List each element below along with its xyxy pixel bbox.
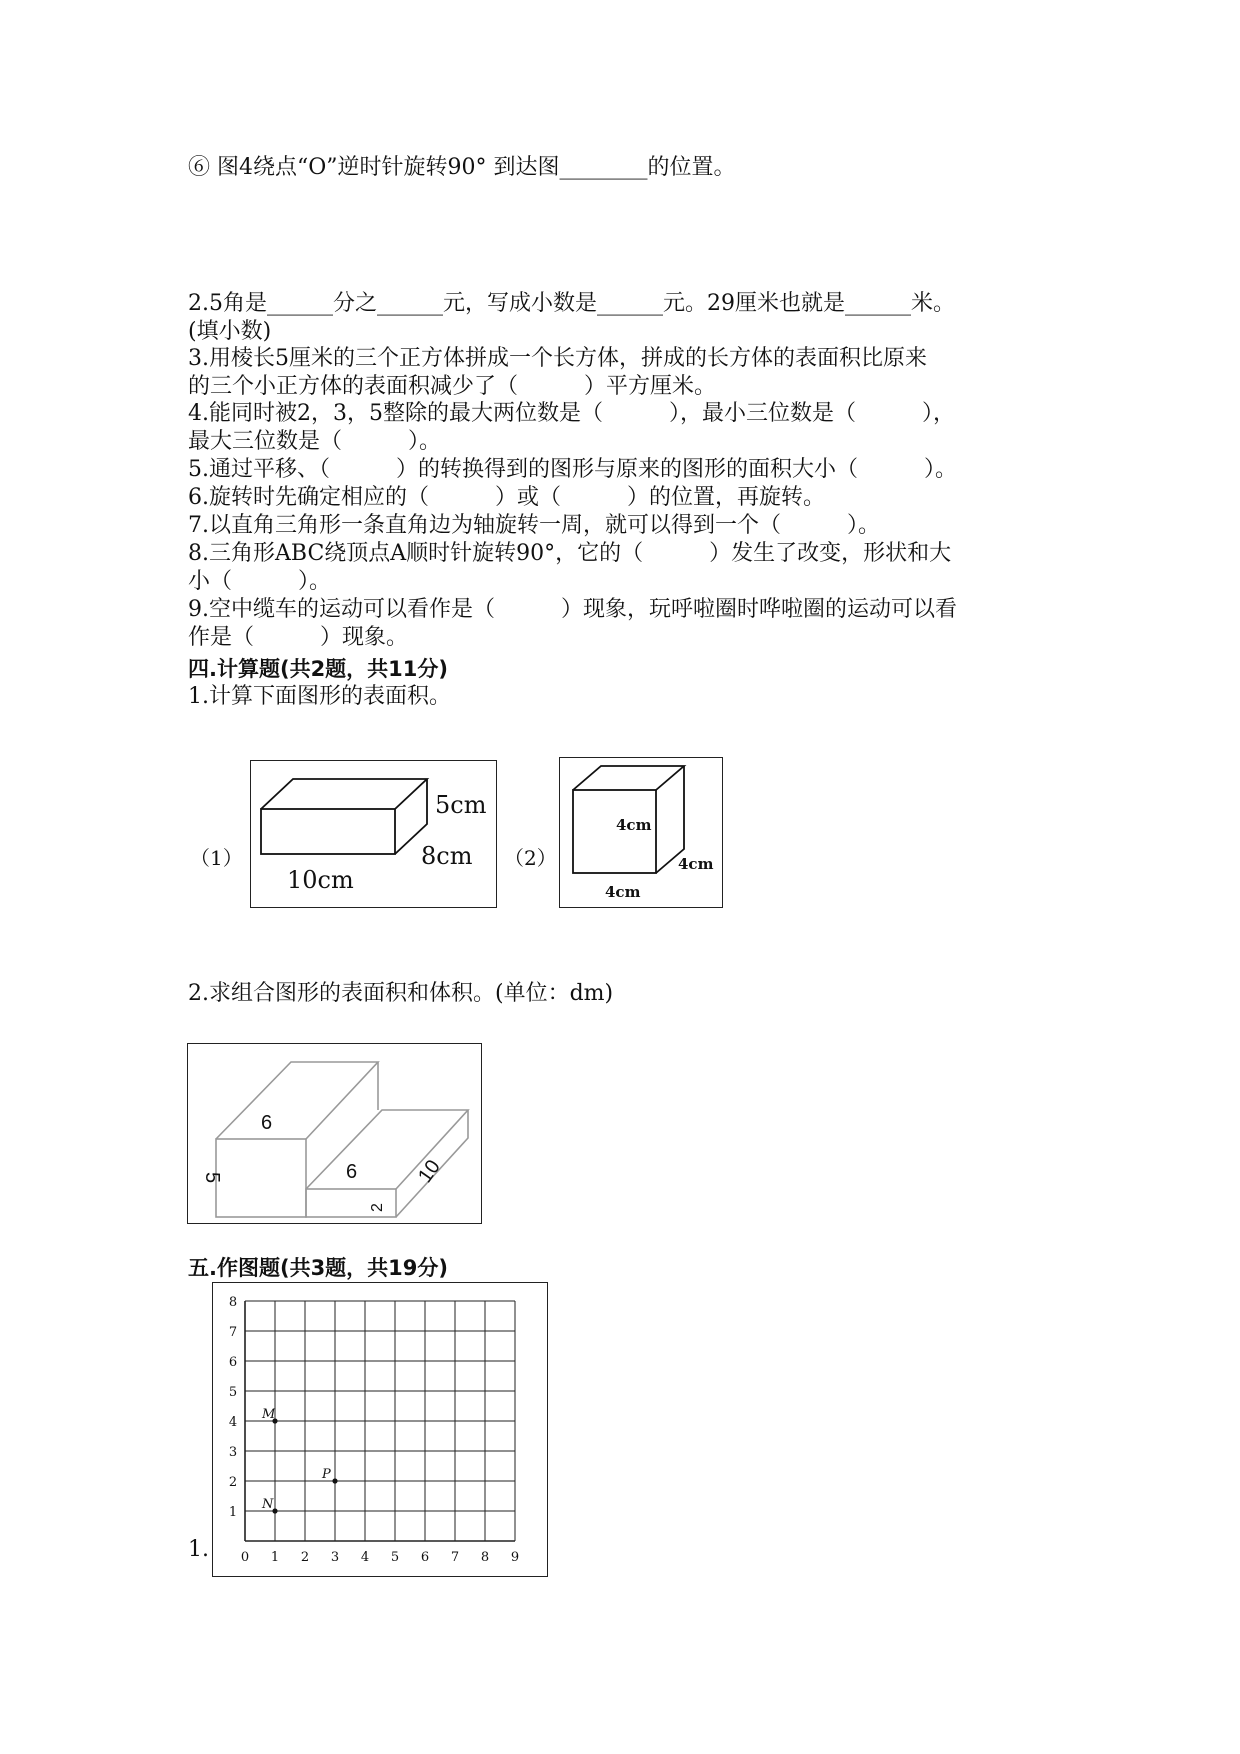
figure-2-cube — [559, 757, 723, 908]
cuboid-drawing — [251, 761, 498, 909]
question-3-cont: 的三个小正方体的表面积减少了（ ）平方厘米。 — [188, 374, 717, 399]
composite-mid-label: 6 — [346, 1161, 358, 1183]
grid-point-label: M — [262, 1407, 276, 1422]
question-9-cont: 作是（ ）现象。 — [188, 625, 409, 650]
question-4-cont: 最大三位数是（ ）。 — [188, 429, 442, 454]
question-8-cont: 小（ ）。 — [188, 569, 332, 594]
x-tick-label: 4 — [360, 1550, 370, 1565]
section-5-heading: 五.作图题(共3题，共19分) — [188, 1256, 449, 1280]
y-tick-label: 3 — [228, 1445, 238, 1460]
cuboid-length-label: 10cm — [287, 866, 354, 894]
cuboid-width-label: 8cm — [421, 842, 473, 870]
x-tick-label: 1 — [270, 1550, 280, 1565]
grid-point-label: N — [262, 1497, 274, 1512]
question-9: 9.空中缆车的运动可以看作是（ ）现象，玩呼啦圈时哗啦圈的运动可以看 — [188, 597, 957, 622]
x-tick-label: 8 — [480, 1550, 490, 1565]
calc-question-1: 1.计算下面图形的表面积。 — [188, 684, 451, 709]
cube-height-label: 4cm — [616, 816, 652, 834]
figure-1-cuboid — [250, 760, 497, 908]
question-3: 3.用棱长5厘米的三个正方体拼成一个长方体，拼成的长方体的表面积比原来 — [188, 346, 927, 371]
x-tick-label: 5 — [390, 1550, 400, 1565]
x-tick-label: 0 — [240, 1550, 250, 1565]
y-tick-label: 1 — [228, 1505, 238, 1520]
x-tick-label: 3 — [330, 1550, 340, 1565]
y-tick-label: 6 — [228, 1355, 238, 1370]
composite-drawing — [188, 1044, 483, 1225]
question-7: 7.以直角三角形一条直角边为轴旋转一周，就可以得到一个（ ）。 — [188, 513, 880, 538]
question-2-note: (填小数) — [188, 319, 272, 344]
cuboid-height-label: 5cm — [435, 791, 487, 819]
grid-drawing — [213, 1283, 549, 1578]
cube-width-label: 4cm — [605, 883, 641, 901]
cube-drawing — [560, 758, 724, 909]
figure-1-label: （1） — [190, 846, 243, 870]
composite-left-label: 5 — [201, 1172, 223, 1184]
composite-top-label: 6 — [261, 1112, 273, 1134]
grid-point-label: P — [322, 1467, 331, 1482]
figure-3-composite — [187, 1043, 482, 1224]
section-4-heading: 四.计算题(共2题，共11分) — [188, 657, 449, 681]
question-2: 2.5角是______分之______元，写成小数是______元。29厘米也就是______米。 — [188, 291, 955, 316]
y-tick-label: 2 — [228, 1475, 238, 1490]
y-tick-label: 7 — [228, 1325, 238, 1340]
composite-small-label: 2 — [369, 1203, 386, 1212]
figure-2-label: （2） — [504, 846, 557, 870]
question-8: 8.三角形ABC绕顶点A顺时针旋转90°，它的（ ）发生了改变，形状和大 — [188, 541, 952, 566]
x-tick-label: 7 — [450, 1550, 460, 1565]
question-4: 4.能同时被2，3，5整除的最大两位数是（ ），最小三位数是（ ）， — [188, 401, 955, 426]
composite-diag-label: 10 — [414, 1156, 445, 1187]
y-tick-label: 8 — [228, 1295, 238, 1310]
x-tick-label: 9 — [510, 1550, 520, 1565]
y-tick-label: 4 — [228, 1415, 238, 1430]
draw-question-1: 1. — [188, 1537, 209, 1562]
grid-point — [332, 1478, 337, 1483]
question-6-rotation: ⑥ 图4绕点“O”逆时针旋转90° 到达图________的位置。 — [188, 155, 736, 180]
question-5: 5.通过平移、（ ）的转换得到的图形与原来的图形的面积大小（ ）。 — [188, 457, 957, 482]
y-tick-label: 5 — [228, 1385, 238, 1400]
x-tick-label: 6 — [420, 1550, 430, 1565]
cube-depth-label: 4cm — [678, 855, 714, 873]
x-tick-label: 2 — [300, 1550, 310, 1565]
calc-question-2: 2.求组合图形的表面积和体积。(单位：dm) — [188, 981, 614, 1006]
question-6: 6.旋转时先确定相应的（ ）或（ ）的位置，再旋转。 — [188, 485, 825, 510]
coordinate-grid — [212, 1282, 548, 1577]
